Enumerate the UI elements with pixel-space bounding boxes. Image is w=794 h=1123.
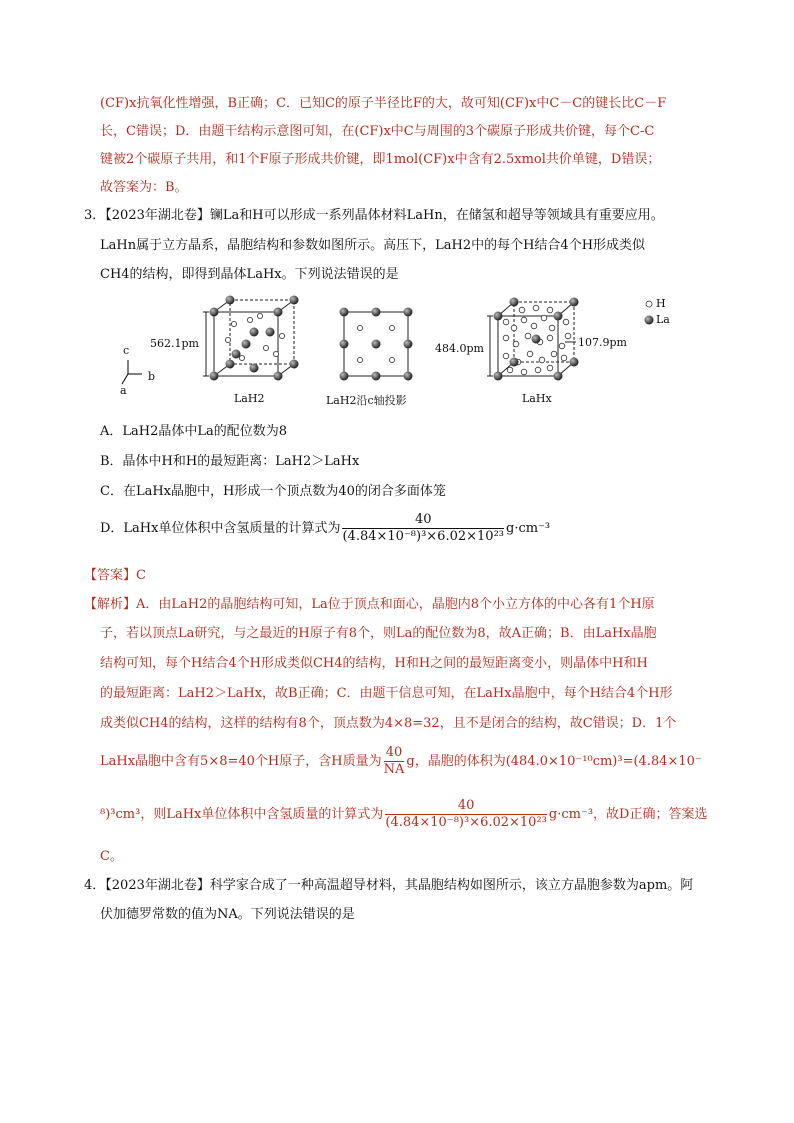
fraction-numerator: 40 <box>342 512 504 529</box>
option-a: A．LaH2晶体中La的配位数为8 <box>100 424 288 439</box>
lah2-projection-caption: LaH2沿c轴投影 <box>326 394 407 407</box>
question-4-stem-line-2: 伏加德罗常数的值为NA。下列说法错误的是 <box>100 907 355 922</box>
fraction-numerator: 40 <box>385 798 547 815</box>
prev-explanation-line-1: (CF)x抗氧化性增强，B正确；C．已知C的原子半径比F的大，故可知(CF)x中C－C的键长比C－F <box>100 96 667 111</box>
question-source: 【2023年湖北卷】 <box>105 208 210 223</box>
prev-explanation-line-2: 长，C错误；D．由题干结构示意图可知，在(CF)x中C与周围的3个碳原子形成共价键，每个C-C <box>100 124 655 139</box>
analysis-line-2: 子，若以顶点La研究，与之最近的H原子有8个，则La的配位数为8，故A正确；B．由LaHx晶胞 <box>100 626 657 641</box>
analysis-label: 【解析】 <box>84 597 137 612</box>
lah2-caption: LaH2 <box>234 392 265 405</box>
density-fraction <box>385 798 547 831</box>
analysis-text-7b: g·cm⁻³，故D正确；答案选 <box>548 807 708 822</box>
answer-line <box>84 567 146 585</box>
question-3-stem-line-2: LaHn属于立方晶系，晶胞结构和参数如图所示。高压下，LaH2中的每个H结合4个H形成类似 <box>100 238 646 253</box>
analysis-line-3: 结构可知，每个H结合4个H形成类似CH4的结构，H和H之间的最短距离变小，则晶体中H和H <box>100 656 648 671</box>
prev-explanation-line-3: 键被2个碳原子共用，和1个F原子形成共价键，即1mol(CF)x中含有2.5xmol共价单键，D错误； <box>100 152 661 167</box>
option-c: C．在LaHx晶胞中，H形成一个顶点数为40的闭合多面体笼 <box>100 484 446 499</box>
analysis-line-8: C。 <box>100 849 123 864</box>
fraction-denominator: (4.84×10⁻⁸)³×6.02×10²³ <box>385 815 547 830</box>
axis-b-label: b <box>148 370 156 383</box>
question-number: 3． <box>84 208 106 223</box>
mass-fraction <box>384 745 405 778</box>
lah2-parameter: 562.1pm <box>150 337 199 350</box>
answer-value: C <box>136 568 146 583</box>
question-source: 【2023年湖北卷】 <box>105 878 210 893</box>
axis-c-label: c <box>123 344 130 357</box>
option-b: B．晶体中H和H的最短距离：LaH2＞LaHx <box>100 454 360 469</box>
question-3-stem-line-3: CH4的结构，即得到晶体LaHx。下列说法错误的是 <box>100 267 399 282</box>
option-d-fraction <box>342 512 504 545</box>
question-3-stem-line-1 <box>84 207 664 225</box>
fraction-numerator: 40 <box>384 745 405 762</box>
analysis-text-6b: g，晶胞的体积为(484.0×10⁻¹⁰cm)³=(4.84×10⁻ <box>406 754 702 769</box>
lahx-caption: LaHx <box>522 392 552 405</box>
analysis-text-6a: LaHx晶胞中含有5×8=40个H原子，含H质量为 <box>100 754 382 769</box>
question-4-stem-line-1 <box>84 877 693 895</box>
legend-markers <box>645 301 654 325</box>
axes-indicator <box>122 360 142 384</box>
fraction-denominator: (4.84×10⁻⁸)³×6.02×10²³ <box>342 529 504 544</box>
analysis-text: A．由LaH2的晶胞结构可知，La位于顶点和面心，晶胞内8个小立方体的中心各有1个H原 <box>136 597 655 612</box>
projection-la-atoms <box>340 308 413 381</box>
stem-text: 镧La和H可以形成一系列晶体材料LaHn，在储氢和超导等领域具有重要应用。 <box>209 208 664 223</box>
lah2-atoms <box>210 296 299 381</box>
question-number: 4． <box>84 878 106 893</box>
legend-h-label: H <box>656 297 666 310</box>
legend-la-label: La <box>656 313 670 326</box>
analysis-text-7a: ⁸)³cm³，则LaHx单位体积中含氢质量的计算式为 <box>100 807 384 822</box>
fraction-denominator: NA <box>383 762 405 777</box>
option-d-unit: g·cm⁻³ <box>506 521 551 536</box>
option-d-text: D．LaHx单位体积中含氢质量的计算式为 <box>100 521 341 536</box>
prev-explanation-line-4: 故答案为：B。 <box>100 180 188 195</box>
axis-a-label: a <box>120 384 127 397</box>
analysis-line-5: 成类似CH4的结构，这样的结构有8个，顶点数为4×8=32，且不是闭合的结构，故C错误；D．1个 <box>100 716 677 731</box>
answer-label: 【答案】 <box>84 568 137 583</box>
stem-text: 科学家合成了一种高温超导材料，其晶胞结构如图所示，该立方晶胞参数为apm。阿 <box>209 878 694 893</box>
analysis-line-6 <box>100 745 702 779</box>
crystal-structure-figure <box>110 292 690 412</box>
lahx-h-distance: 107.9pm <box>578 336 627 349</box>
lahx-parameter: 484.0pm <box>435 342 484 355</box>
analysis-line-7 <box>100 798 707 832</box>
option-d <box>100 512 550 546</box>
analysis-line-1 <box>84 596 655 614</box>
analysis-line-4: 的最短距离：LaH2＞LaHx，故B正确；C．由题干信息可知，在LaHx晶胞中，每个H结合4个H形 <box>100 686 673 701</box>
